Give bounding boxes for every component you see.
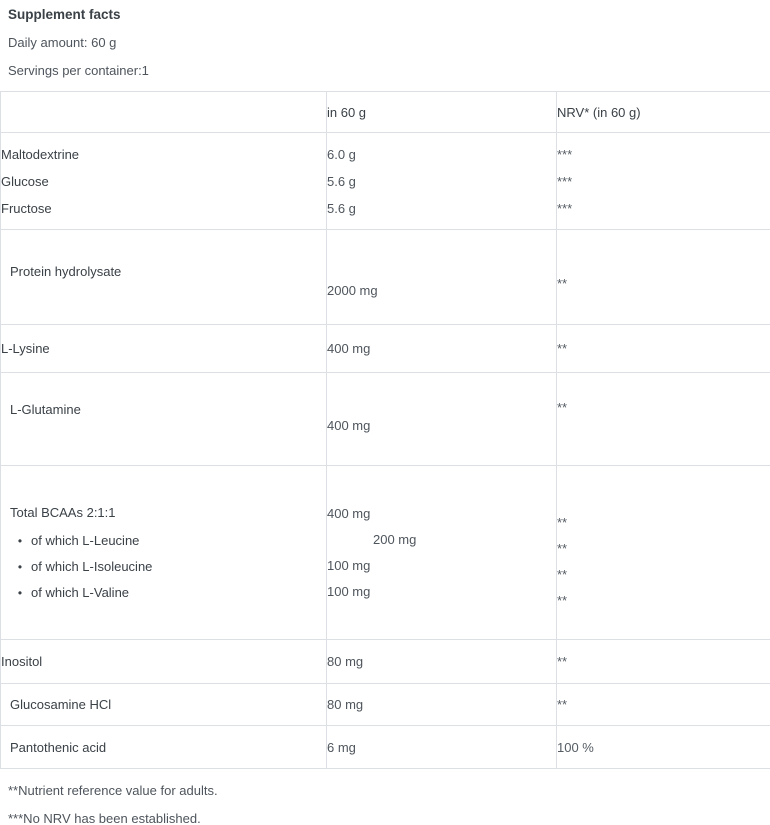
ingredient-name: Glucosamine HCl: [10, 697, 112, 712]
ingredient-amount: 100 mg: [327, 557, 371, 573]
nrv-value: **: [557, 514, 568, 530]
ingredient-sub-name: of which L-Valine: [31, 584, 130, 600]
ingredient-nrv-cell: [557, 726, 770, 769]
nrv-value: **: [557, 654, 568, 669]
ingredient-sub-name: of which L-Isoleucine: [31, 558, 153, 574]
ingredient-name-cell: [1, 466, 327, 640]
ingredient-amount-cell: [327, 466, 557, 640]
ingredient-name-cell: [1, 133, 327, 230]
bullet-icon: •: [17, 559, 23, 574]
column-header-nrv: NRV* (in 60 g): [557, 92, 770, 133]
ingredient-name: Glucose: [1, 173, 49, 189]
ingredient-name: Maltodextrine: [1, 146, 80, 162]
ingredient-amount-cell: [327, 230, 557, 325]
nrv-value: **: [557, 566, 568, 582]
footnotes-block: [0, 769, 770, 825]
table-row-glucosamine: [1, 684, 770, 726]
ingredient-amount: 5.6 g: [327, 200, 356, 216]
table-row-inositol: [1, 640, 770, 684]
ingredient-amount-cell: [327, 640, 557, 684]
ingredient-name: Inositol: [1, 654, 43, 669]
ingredient-amount-cell: [327, 325, 557, 373]
table-row-l-lysine: [1, 325, 770, 373]
ingredient-name: Fructose: [1, 200, 52, 216]
supplement-facts-title: Supplement facts: [8, 7, 121, 22]
ingredient-amount: 400 mg: [327, 341, 371, 356]
ingredient-name-cell: [1, 684, 327, 726]
ingredient-amount: 6.0 g: [327, 146, 356, 162]
ingredient-amount: 200 mg: [373, 531, 417, 547]
ingredient-sub-item: [10, 580, 326, 606]
ingredient-name: L-Glutamine: [10, 401, 81, 417]
ingredient-name: Total BCAAs 2:1:1: [10, 504, 116, 520]
ingredient-nrv-cell: [557, 684, 770, 726]
nrv-value: **: [557, 592, 568, 608]
footnote-no-nrv: ***No NRV has been established.: [8, 811, 201, 825]
ingredient-amount: 6 mg: [327, 739, 356, 755]
table-header-row: [1, 92, 770, 133]
ingredient-sub-name: of which L-Leucine: [31, 532, 140, 548]
ingredient-amount: 400 mg: [327, 505, 371, 521]
bullet-icon: •: [17, 585, 23, 600]
ingredient-name-cell: [1, 373, 327, 466]
table-row-total-bcaas: [1, 466, 770, 640]
ingredient-name-cell: [1, 726, 327, 769]
table-row-protein-hydrolysate: [1, 230, 770, 325]
daily-amount-text: Daily amount: 60 g: [8, 35, 117, 50]
table-row-l-glutamine: [1, 373, 770, 466]
ingredient-amount-cell: [327, 373, 557, 466]
ingredient-amount: 400 mg: [327, 417, 371, 433]
ingredient-amount: 100 mg: [327, 583, 371, 599]
ingredient-amount: 5.6 g: [327, 173, 356, 189]
column-header-name: [1, 92, 327, 133]
ingredient-amount: 2000 mg: [327, 282, 378, 298]
table-row-sugars: [1, 133, 770, 230]
ingredient-amount-cell: [327, 726, 557, 769]
ingredient-nrv-cell: [557, 640, 770, 684]
bullet-icon: •: [17, 533, 23, 548]
ingredient-nrv-cell: [557, 466, 770, 640]
nrv-value: **: [557, 275, 568, 291]
ingredient-nrv-cell: [557, 230, 770, 325]
ingredient-name-cell: [1, 325, 327, 373]
nrv-value: 100 %: [557, 739, 594, 755]
servings-text: Servings per container:1: [8, 63, 149, 78]
nrv-value: ***: [557, 173, 573, 189]
ingredient-sub-item: [10, 554, 326, 580]
ingredient-amount-cell: [327, 133, 557, 230]
table-row-pantothenic-acid: [1, 726, 770, 769]
footnote-nrv-adults: **Nutrient reference value for adults.: [8, 783, 218, 798]
ingredient-nrv-cell: [557, 133, 770, 230]
intro-block: [0, 0, 770, 78]
supplement-facts-table: [0, 91, 770, 769]
nrv-value: ***: [557, 146, 573, 162]
column-header-amount: in 60 g: [327, 92, 557, 133]
nrv-value: ***: [557, 200, 573, 216]
ingredient-name-cell: [1, 230, 327, 325]
ingredient-amount: 80 mg: [327, 697, 364, 712]
nrv-value: **: [557, 341, 568, 356]
ingredient-name-cell: [1, 640, 327, 684]
ingredient-name: Protein hydrolysate: [10, 263, 122, 279]
ingredient-amount-cell: [327, 684, 557, 726]
nrv-value: **: [557, 540, 568, 556]
nrv-value: **: [557, 697, 568, 712]
ingredient-nrv-cell: [557, 373, 770, 466]
ingredient-name: Pantothenic acid: [10, 739, 107, 755]
nrv-value: **: [557, 399, 568, 415]
ingredient-sub-item: [10, 528, 326, 554]
ingredient-name: L-Lysine: [1, 341, 50, 356]
ingredient-amount: 80 mg: [327, 654, 364, 669]
ingredient-nrv-cell: [557, 325, 770, 373]
